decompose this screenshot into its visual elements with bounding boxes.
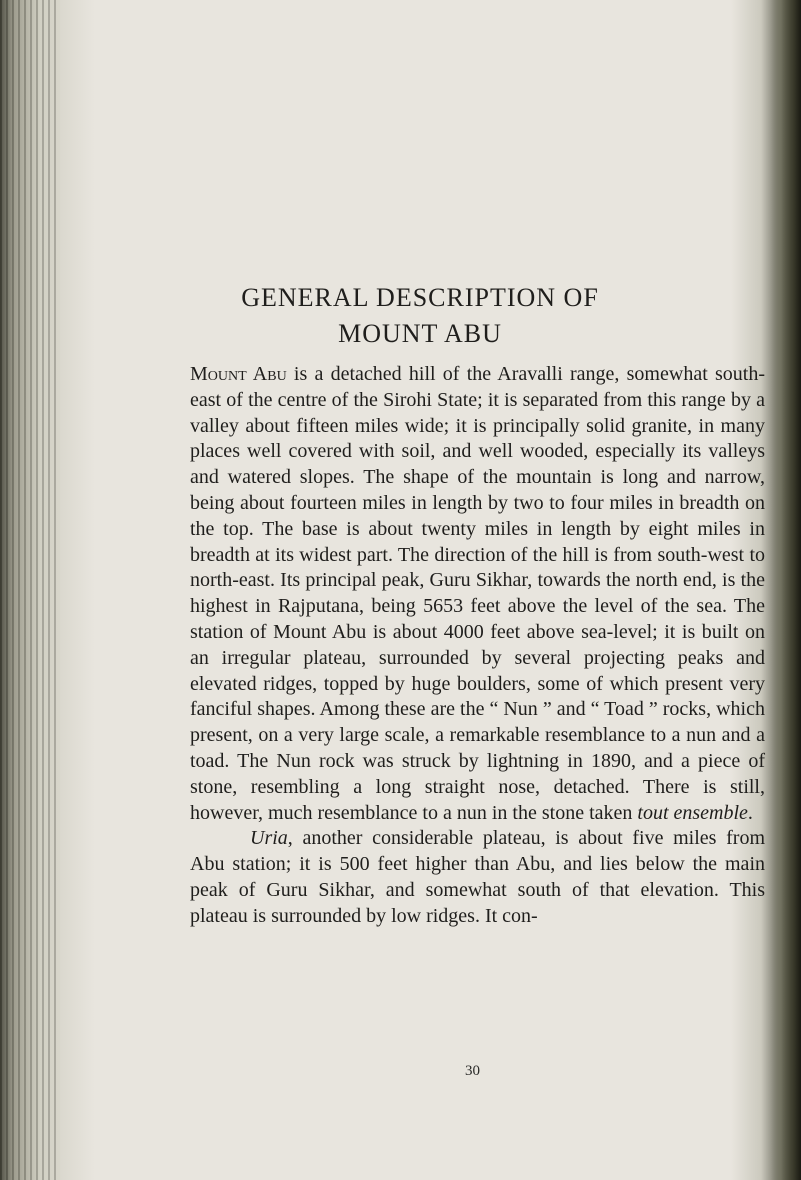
paragraph-2-lead: Uria [250, 827, 288, 850]
chapter-title [200, 280, 640, 352]
paragraph-1-lead: Mount Abu [190, 363, 287, 385]
paragraph-2-text: , another considerable plateau, is about five miles from Abu station; it is 500 feet higher than Abu, and lies below the main peak of Guru Sikhar, and somewhat south of that elevation. This plateau is surrounded by low ridges. It con- [190, 827, 765, 927]
paragraph-1 [190, 362, 765, 826]
paragraph-1-italic: tout ensemble [637, 801, 748, 824]
page-right-edge-shadow [771, 0, 801, 1180]
body-text [190, 362, 765, 930]
page-number: 30 [465, 1063, 480, 1079]
title-line-1: GENERAL DESCRIPTION OF [241, 283, 599, 312]
page-left-edge-shadow [0, 0, 60, 1180]
paragraph-2 [190, 826, 765, 929]
title-line-2: MOUNT ABU [338, 319, 502, 348]
paragraph-1-end: . [747, 801, 753, 824]
paragraph-1-text: is a detached hill of the Aravalli range, somewhat south-east of the centre of the Sirohi State; it is separated from this range by a valley about fifteen miles wide; it is principally solid granite, in many places well covered with soil, and well wooded, especially its valleys and watered slopes. The shape of the mountain is long and narrow, being about fourteen miles in length by two to four miles in breadth on the top. The base is about twenty miles in length by eight miles in breadth at its widest part. The direction of the hill is from south-west to north-east. Its principal peak, Guru Sikhar, towards the north end, is the highest in Rajputana, being 5653 feet above the level of the sea. The station of Mount Abu is about 4000 feet above sea-level; it is built on an irregular plateau, surrounded by several projecting peaks and elevated ridges, topped by huge boulders, some of which present very fanciful shapes. Among these are the “ Nun ” and “ Toad ” rocks, which present, on a very large scale, a remarkable resemblance to a nun and a toad. The Nun rock was struck by lightning in 1890, and a piece of stone, resembling a long straight nose, detached. There is still, however, much resemblance to a nun in the stone taken [190, 363, 765, 824]
